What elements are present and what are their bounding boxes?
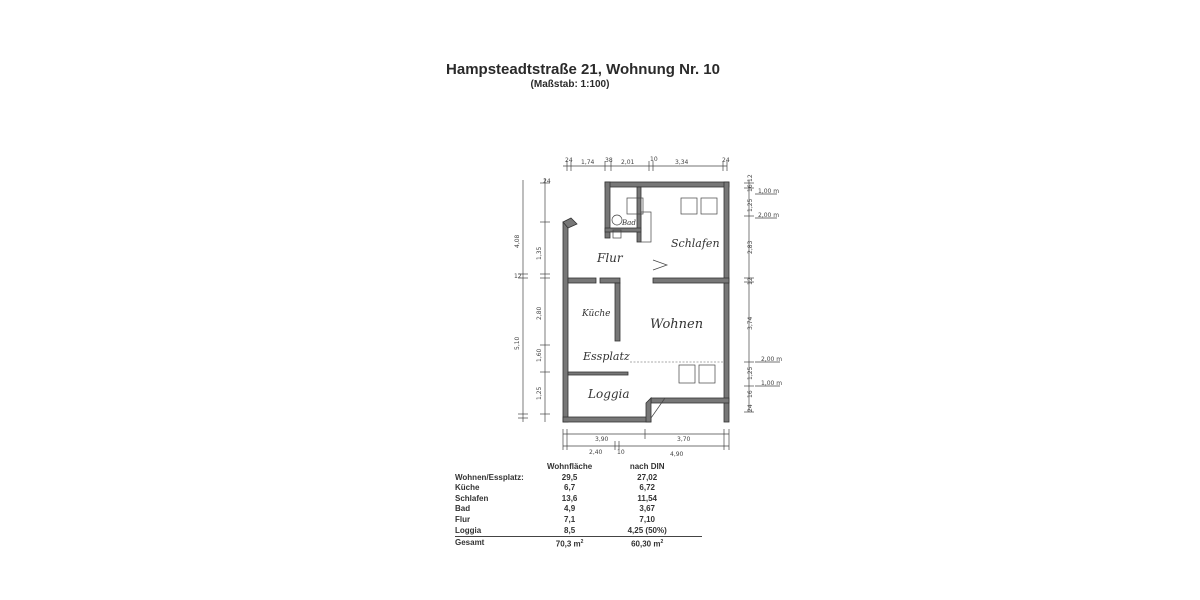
- right-dim-3: 2,83: [747, 240, 754, 254]
- room-label-bad: Bad: [622, 219, 636, 227]
- right-dim-7: 16: [747, 390, 754, 398]
- top-dim-3: 2,01: [621, 159, 635, 166]
- page-title: Hampsteadtstraße 21, Wohnung Nr. 10: [446, 61, 720, 78]
- unit-superscript: 2: [660, 539, 664, 546]
- top-dim-1: 1,74: [581, 159, 595, 166]
- total-din: 60,30 m: [631, 539, 661, 549]
- row-wohnflaeche: 13,6: [561, 493, 578, 503]
- left-dim-0: 24: [543, 178, 551, 185]
- room-label-schlafen: Schlafen: [671, 237, 720, 250]
- left-dim-6: 1,60: [536, 348, 543, 362]
- unit-superscript: 2: [580, 539, 584, 546]
- bottom-dim-4: 4,90: [670, 451, 684, 458]
- row-din: 3,67: [639, 504, 655, 514]
- bottom-dim-0: 3,90: [595, 436, 609, 443]
- table-row: [455, 504, 702, 515]
- right-note-2: 2,00 m: [761, 356, 783, 363]
- row-label: Küche: [455, 483, 480, 493]
- right-note-1: 2,00 m: [758, 212, 780, 219]
- room-label-essplatz: Essplatz: [583, 350, 630, 363]
- room-label-loggia: Loggia: [588, 387, 630, 401]
- right-dim-0: 16: [747, 184, 754, 192]
- table-row: [455, 483, 702, 494]
- top-dim-2: 38: [605, 157, 613, 164]
- right-dim-4: 12: [747, 277, 754, 285]
- row-label: Loggia: [455, 526, 547, 537]
- right-dim-5: 3,74: [747, 316, 754, 330]
- left-dim-2: 1,35: [536, 246, 543, 260]
- header-din: nach DIN: [629, 462, 665, 471]
- total-wohnflaeche: 70,3 m: [555, 539, 581, 549]
- row-din: 11,54: [637, 493, 657, 503]
- left-dim-5: 5,10: [514, 336, 521, 350]
- row-label: Schlafen: [455, 493, 489, 503]
- row-label: Bad: [455, 504, 471, 514]
- row-label: Flur: [455, 514, 471, 524]
- row-din: 6,72: [639, 483, 655, 493]
- table-row: [455, 494, 702, 505]
- top-dim-5: 3,34: [675, 159, 689, 166]
- total-row: [455, 537, 702, 551]
- top-dimension-line: [563, 156, 730, 171]
- right-dim-6: 1,25: [747, 366, 754, 380]
- left-dimension-line: [514, 178, 551, 422]
- row-wohnflaeche: 8,5: [547, 526, 592, 537]
- left-dim-4: 2,80: [536, 306, 543, 320]
- row-din: 4,25 (50%): [592, 526, 702, 537]
- right-note-0: 1,00 m: [758, 188, 780, 195]
- room-label-flur: Flur: [597, 251, 623, 265]
- table-row: [455, 473, 702, 484]
- row-label: Wohnen/Essplatz:: [455, 472, 524, 482]
- interior-walls: [568, 187, 729, 375]
- top-dim-4: 10: [650, 156, 658, 163]
- right-dim-8: 24: [747, 404, 754, 412]
- row-wohnflaeche: 7,1: [564, 514, 576, 524]
- right-dim-1: 12: [747, 174, 754, 182]
- left-dim-3: 12: [514, 273, 522, 280]
- floor-plan: [505, 150, 795, 460]
- right-note-3: 1,00 m: [761, 380, 783, 387]
- bottom-dimension-line: [563, 429, 729, 458]
- area-table-header: [455, 462, 702, 473]
- table-row: [455, 515, 702, 526]
- header-wohnflaeche: Wohnfläche: [547, 462, 593, 471]
- bottom-dim-2: 2,40: [589, 449, 603, 456]
- row-din: 27,02: [637, 472, 658, 482]
- scale-subtitle: (Maßstab: 1:100): [530, 79, 610, 90]
- total-label: Gesamt: [455, 538, 485, 548]
- row-wohnflaeche: 4,9: [564, 504, 576, 514]
- bottom-dim-1: 3,70: [677, 436, 691, 443]
- table-row: [455, 526, 702, 537]
- right-dim-2: 1,25: [747, 198, 754, 212]
- left-dim-1: 4,08: [514, 234, 521, 248]
- right-dimension-line: [744, 174, 782, 412]
- top-dim-0: 24: [565, 157, 573, 164]
- room-label-wohnen: Wohnen: [650, 317, 704, 332]
- left-dim-7: 1,25: [536, 386, 543, 400]
- room-label-kueche: Küche: [582, 309, 611, 319]
- area-table: [455, 462, 702, 550]
- outer-walls: [563, 182, 729, 422]
- row-din: 7,10: [639, 514, 655, 524]
- row-wohnflaeche: 29,5: [561, 472, 578, 482]
- row-wohnflaeche: 6,7: [564, 483, 576, 493]
- top-dim-6: 24: [722, 157, 730, 164]
- bottom-dim-3: 10: [617, 449, 625, 456]
